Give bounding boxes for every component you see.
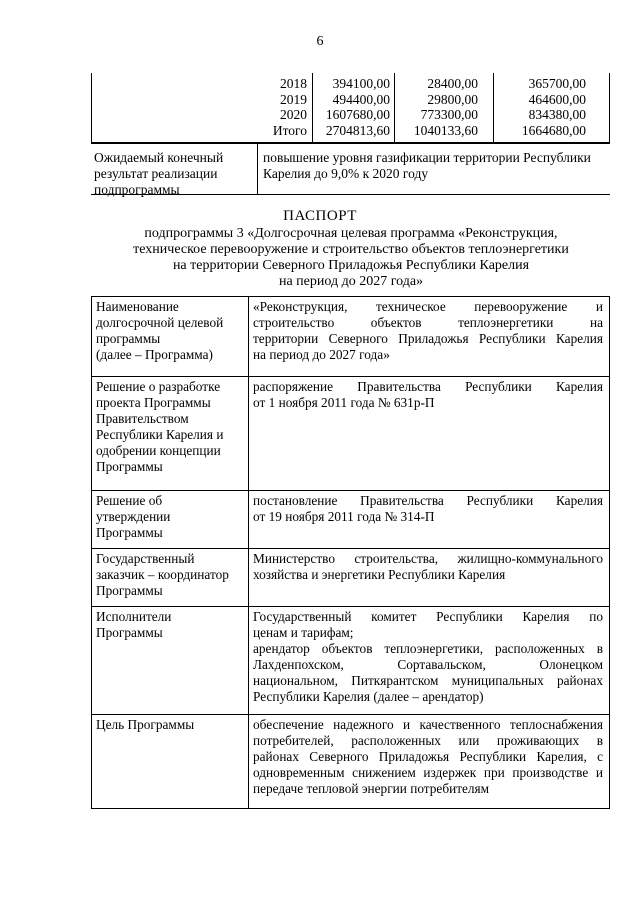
value-line: хозяйства и энергетики Республики Карелия xyxy=(253,567,506,582)
amount-cell: 394100,00 xyxy=(332,76,390,91)
label-line: Республики Карелия и xyxy=(96,427,224,442)
table-row xyxy=(92,715,610,809)
subtitle-line: на период до 2027 года» xyxy=(278,274,424,289)
row-value xyxy=(249,715,610,809)
value-line: строительство объектов теплоэнергетики на xyxy=(253,315,603,330)
table-row xyxy=(92,377,610,491)
value-line: арендатор объектов теплоэнергетики, расположенных в xyxy=(253,641,603,656)
value-line: распоряжение Правительства Республики Карелия xyxy=(253,379,603,394)
row-label xyxy=(92,715,249,809)
subtitle-line: на территории Северного Приладожья Республики Карелия xyxy=(172,258,530,273)
label-line: утверждении xyxy=(96,509,171,524)
value-line: от 19 ноября 2011 года № 314-П xyxy=(253,509,435,524)
value-line: от 1 ноября 2011 года № 631р-П xyxy=(253,395,435,410)
label-line: Программы xyxy=(96,459,163,474)
row-label xyxy=(92,297,249,377)
value-line: передаче тепловой энергии потребителям xyxy=(253,781,490,796)
subtitle-line: техническое перевооружение и строительство объектов теплоэнергетики xyxy=(133,242,569,257)
table-row xyxy=(92,297,610,377)
value-line: постановление Правительства Республики Карелия xyxy=(253,493,603,508)
label-line: (далее – Программа) xyxy=(96,347,213,362)
page-number: 6 xyxy=(316,34,324,49)
label-line: проекта Программы xyxy=(96,395,211,410)
label-line: Программы xyxy=(96,625,163,640)
amount-cell: 365700,00 xyxy=(528,76,586,91)
passport-title: ПАСПОРТ xyxy=(283,208,357,224)
label-line: одобрении концепции xyxy=(96,443,221,458)
value-line: Республики Карелия (далее – арендатор) xyxy=(253,689,484,704)
value-line: районах Северного Приладожья Республики Карелия, с xyxy=(253,749,603,764)
row-value xyxy=(249,297,610,377)
passport-subtitle xyxy=(90,226,612,290)
label-line: заказчик – координатор xyxy=(96,567,229,582)
passport-table xyxy=(91,296,610,809)
value-line: повышение уровня газификации территории Республики xyxy=(263,150,591,165)
year-cell: 2019 xyxy=(280,91,307,107)
label-line: Государственный xyxy=(96,551,195,566)
value-line: одновременным снижением издержек при производстве и xyxy=(253,765,603,780)
value-line: национальном, Питкярантском муниципальных районах xyxy=(253,673,603,688)
amount-cell: 28400,00 xyxy=(427,76,478,91)
value-line: территории Северного Приладожья Республики Карелия xyxy=(253,331,603,346)
table-row xyxy=(92,491,610,549)
label-line: Исполнители xyxy=(96,609,172,624)
label-line: Ожидаемый конечный xyxy=(94,150,224,165)
row-value xyxy=(249,549,610,607)
amount-cell: 1607680,00 xyxy=(325,107,390,122)
year-cell: 2018 xyxy=(280,76,307,91)
row-label xyxy=(92,549,249,607)
amount-cell: 1040133,60 xyxy=(413,122,478,138)
value-line: ценам и тарифам; xyxy=(253,625,354,640)
expected-result-label xyxy=(94,150,254,198)
amount-column-1 xyxy=(313,76,390,138)
row-value xyxy=(249,491,610,549)
year-column xyxy=(261,76,307,138)
amount-column-2 xyxy=(395,76,478,138)
amount-cell: 29800,00 xyxy=(427,91,478,107)
amount-cell: 464600,00 xyxy=(528,91,586,107)
label-line: подпрограммы xyxy=(94,182,180,197)
value-line: Министерство строительства, жилищно-коммунального xyxy=(253,551,603,566)
table-row xyxy=(92,549,610,607)
amount-cell: 773300,00 xyxy=(420,107,478,122)
value-line: обеспечение надежного и качественного теплоснабжения xyxy=(253,717,603,732)
amount-cell: 2704813,60 xyxy=(325,122,390,138)
label-line: Правительством xyxy=(96,411,189,426)
amount-cell: 834380,00 xyxy=(528,107,586,122)
row-value xyxy=(249,607,610,715)
value-line: Карелия до 9,0% к 2020 году xyxy=(263,166,429,181)
subtitle-line: подпрограммы 3 «Долгосрочная целевая программа «Реконструкция, xyxy=(144,226,558,241)
value-line: «Реконструкция, техническое перевооружение и xyxy=(253,299,603,314)
label-line: Программы xyxy=(96,583,163,598)
label-line: Цель Программы xyxy=(96,717,195,732)
value-line: Государственный комитет Республики Карелия по xyxy=(253,609,603,624)
year-cell: Итого xyxy=(272,122,307,138)
label-line: долгосрочной целевой xyxy=(96,315,224,330)
label-line: Наименование xyxy=(96,299,179,314)
table-row xyxy=(92,607,610,715)
amount-cell: 494400,00 xyxy=(332,91,390,107)
value-line: на период до 2027 года» xyxy=(253,347,390,362)
label-line: результат реализации xyxy=(94,166,218,181)
col-divider xyxy=(257,143,258,195)
value-line: потребителей, расположенных или проживающих в xyxy=(253,733,603,748)
label-line: Решение об xyxy=(96,493,163,508)
row-label xyxy=(92,377,249,491)
label-line: Программы xyxy=(96,525,163,540)
label-line: программы xyxy=(96,331,161,346)
row-label xyxy=(92,607,249,715)
finance-table xyxy=(91,73,610,210)
amount-column-3 xyxy=(494,76,586,138)
value-line: Лахденпохском, Сортавальском, Олонецком xyxy=(253,657,603,672)
label-line: Решение о разработке xyxy=(96,379,221,394)
year-cell: 2020 xyxy=(280,107,307,122)
row-label xyxy=(92,491,249,549)
expected-result-value xyxy=(263,150,605,182)
amount-cell: 1664680,00 xyxy=(521,122,586,138)
row-value xyxy=(249,377,610,491)
